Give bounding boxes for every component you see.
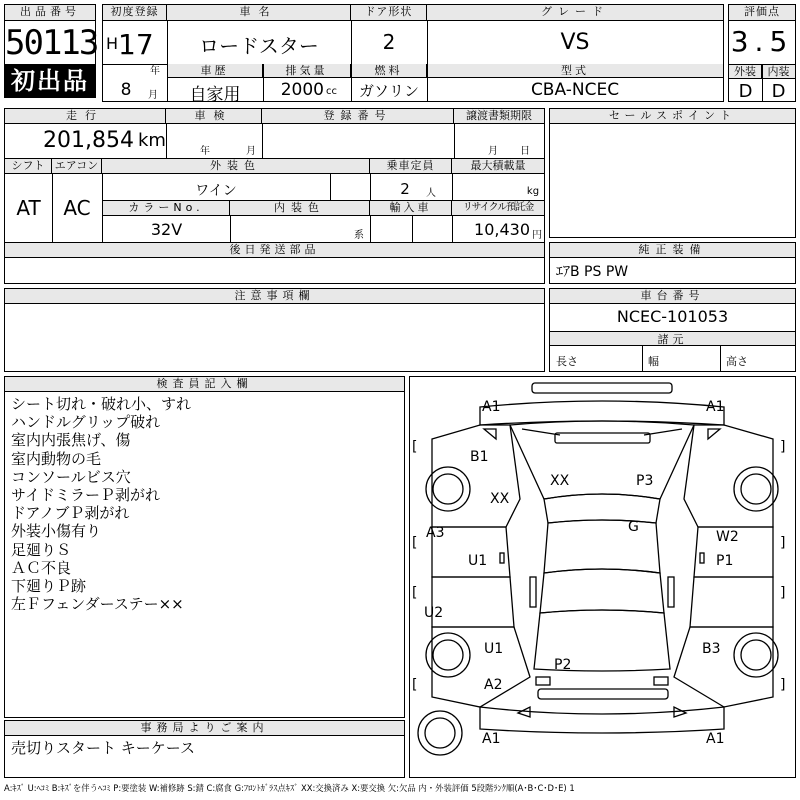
chassis-box [549, 288, 796, 372]
lot-number: 50113 [5, 23, 98, 63]
mileage: 201,854 [43, 128, 134, 153]
max-load-label: 最大積載量 [452, 159, 544, 174]
genuine-equipment: ｴｱB PS PW [556, 264, 629, 280]
office-message: 売切りスタート キーケース [11, 739, 196, 757]
recycle-unit: 円 [532, 230, 542, 241]
bracket: [ [412, 439, 418, 455]
model-code-label: 型式 [427, 64, 723, 78]
inspector-note: 外装小傷有り [11, 522, 102, 541]
inspection-year-unit: 年 [200, 146, 210, 157]
inspector-label: 検査員記入欄 [5, 377, 404, 392]
mileage-label: 走行 [5, 109, 166, 124]
recycle-label: リサイクル預託金 [452, 201, 544, 216]
displacement-unit: cc [326, 86, 337, 97]
mark-front-left: A1 [482, 399, 501, 415]
mark-u1-door: U1 [468, 553, 488, 569]
first-reg-month: 8 [120, 80, 132, 100]
caution-label: 注意事項欄 [5, 289, 544, 304]
inspector-note: 室内動物の毛 [11, 449, 102, 468]
interior-grade-label: 内装 [762, 65, 795, 79]
era: H [105, 34, 119, 53]
year-unit: 年 [150, 66, 160, 77]
mark-u1-rear: U1 [484, 641, 504, 657]
ext-color-label: 外装色 [102, 159, 370, 174]
lot-number-label: 出品番号 [5, 5, 95, 21]
inspector-notes [11, 395, 191, 613]
mark-w2: W2 [716, 529, 739, 545]
first-listing-badge: 初出品 [4, 64, 96, 98]
mark-p2: P2 [554, 657, 572, 673]
mark-b1: B1 [470, 449, 489, 465]
int-color-label: 内装色 [230, 201, 370, 216]
bracket: ] [780, 585, 786, 601]
bracket: [ [412, 677, 418, 693]
transfer-month-unit: 月 [488, 146, 498, 157]
exterior-grade: D [738, 81, 753, 102]
capacity: 2 [400, 180, 410, 198]
mark-b3: B3 [702, 641, 721, 657]
mark-p1: P1 [716, 553, 734, 569]
bracket: ] [780, 677, 786, 693]
inspector-note: 足廻りＳ [11, 540, 72, 559]
reg-number-label: 登録番号 [262, 109, 454, 124]
inspector-note: ドアノブＰ剥がれ [11, 504, 130, 523]
inspector-note: ＡＣ不良 [11, 558, 72, 577]
sales-point-label: セールスポイント [550, 109, 795, 124]
model-code: CBA-NCEC [530, 80, 620, 100]
displacement-label: 排気量 [263, 64, 351, 78]
first-reg-year: 17 [118, 28, 154, 61]
month-unit: 月 [148, 90, 158, 101]
grade: VS [560, 30, 590, 55]
genuine-label: 純正装備 [550, 243, 795, 258]
inspector-box [4, 376, 405, 718]
mileage-unit: km [138, 130, 166, 151]
bracket: [ [412, 585, 418, 601]
ac-label: エアコン [52, 159, 102, 174]
exterior-grade-label: 外装 [729, 65, 762, 79]
inspector-note: 下廻りＰ跡 [11, 577, 87, 596]
sales-point-box [549, 108, 796, 238]
inspector-note: 室内内張焦げ、傷 [11, 431, 131, 450]
shift: AT [16, 196, 41, 220]
inspector-note: シート切れ・破れ小、すれ [11, 395, 192, 413]
door-label: ドア形状 [351, 5, 427, 21]
car-outline [410, 377, 795, 777]
mark-xx-left: XX [490, 491, 510, 507]
capacity-label: 乗車定員 [370, 159, 452, 174]
bracket: [ [412, 535, 418, 551]
shift-label: シフト [5, 159, 52, 174]
score-box [728, 4, 796, 102]
inspection-label: 車検 [166, 109, 262, 124]
mark-a2: A2 [484, 677, 503, 693]
transfer-label: 譲渡書類期限 [454, 109, 544, 124]
mark-a3: A3 [426, 525, 445, 541]
import-label: 輸入車 [370, 201, 452, 216]
length-label: 長さ [556, 355, 578, 368]
ext-color: ワイン [195, 183, 237, 199]
inspector-note: コンソールビス穴 [11, 467, 131, 486]
history-label: 車歴 [167, 64, 263, 78]
fuel-label: 燃料 [351, 64, 427, 78]
history: 自家用 [189, 85, 241, 105]
legend: A:ｷｽﾞ U:ﾍｺﾐ B:ｷｽﾞを伴うﾍｺﾐ P:要塗装 W:補修跡 S:錆 C:腐食 G:ﾌﾛﾝﾄｶﾞﾗｽ点ｷｽﾞ XX:交換済み X:要交換 欠:欠品 内・外装評価 5段階ﾗﾝｸ順(A･B･C･D･E) 1 [4, 783, 575, 793]
fuel: ガソリン [358, 82, 419, 100]
height-label: 高さ [726, 355, 748, 368]
inspector-note: 左Ｆフェンダーステー×× [11, 595, 184, 614]
inspection-month-unit: 月 [246, 146, 256, 157]
score: 3.5 [730, 25, 794, 58]
office-label: 事務局よりご案内 [5, 721, 404, 736]
width-label: 幅 [648, 355, 659, 368]
model-name: ロードスター [199, 34, 319, 58]
ac: AC [63, 196, 91, 220]
office-box [4, 720, 405, 778]
bracket: ] [780, 535, 786, 551]
inspector-note: ハンドルグリップ破れ [11, 413, 161, 432]
bracket: ] [780, 439, 786, 455]
mark-front-right: A1 [706, 399, 725, 415]
int-color-unit: 系 [354, 230, 364, 241]
max-load-unit: kg [526, 186, 540, 197]
door-count: 2 [382, 30, 396, 54]
dims-label: 諸元 [550, 331, 795, 346]
mark-p3: P3 [636, 473, 654, 489]
genuine-equipment-box [549, 242, 796, 284]
first-reg-label: 初度登録 [103, 5, 167, 21]
mark-rear-left: A1 [482, 731, 501, 747]
model-name-label: 車名 [167, 5, 351, 21]
car-diagram [409, 376, 796, 778]
mark-g: G [628, 519, 639, 535]
chassis-number: NCEC-101053 [616, 307, 729, 326]
mark-u2: U2 [424, 605, 444, 621]
caution-box [4, 288, 545, 372]
mark-xx-roof: XX [550, 473, 570, 489]
chassis-label: 車台番号 [550, 289, 795, 304]
recycle-amount: 10,430 [474, 220, 530, 239]
later-parts-label: 後日発送部品 [5, 243, 544, 258]
color-no: 32V [150, 220, 183, 239]
displacement: 2000 [280, 80, 324, 100]
inspector-note: サイドミラーＰ剥がれ [11, 486, 160, 505]
grade-label: グレード [427, 5, 723, 21]
color-no-label: カラーNo. [103, 201, 230, 216]
interior-grade: D [771, 81, 786, 102]
score-label: 評価点 [729, 5, 795, 21]
transfer-day-unit: 日 [520, 146, 530, 157]
capacity-unit: 人 [426, 188, 436, 199]
mark-rear-right: A1 [706, 731, 725, 747]
